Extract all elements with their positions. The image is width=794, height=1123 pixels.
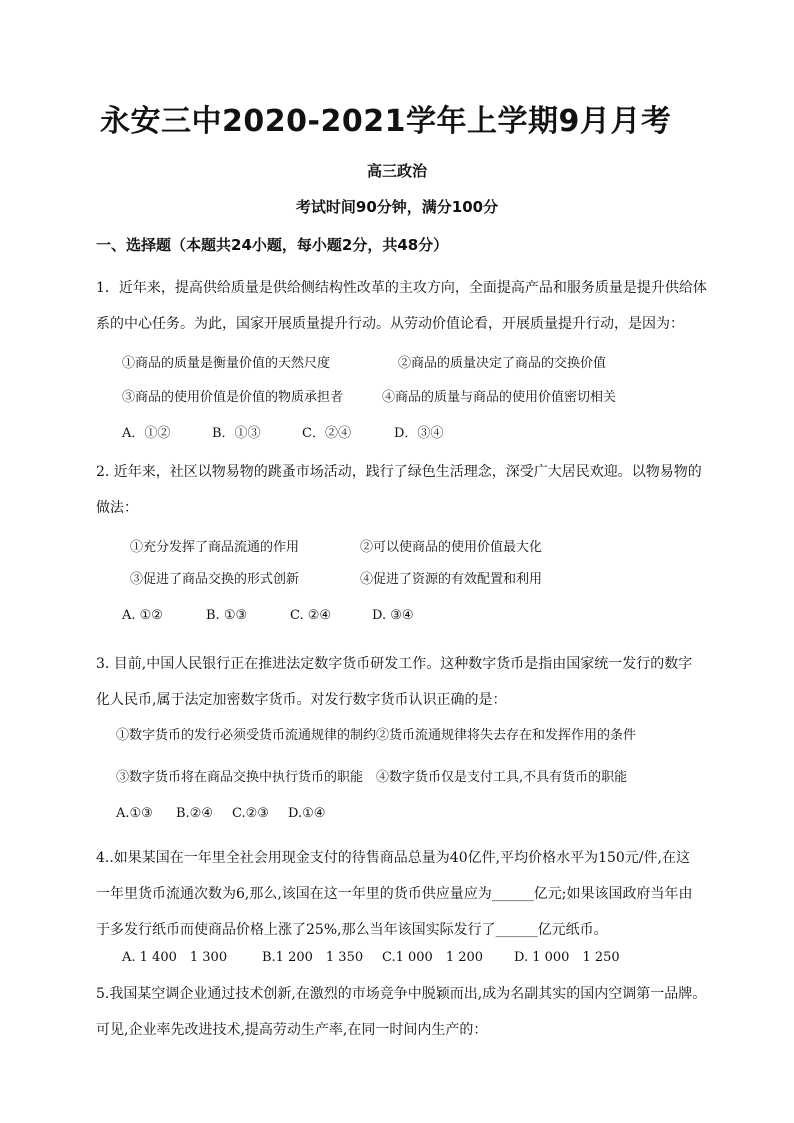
question-stem-line: 1．近年来，提高供给质量是供给侧结构性改革的主攻方向，全面提高产品和服务质量是提升供给体: [96, 280, 707, 296]
answer-choice: A. 1 400 1 300: [122, 950, 228, 965]
question-5-stem: [96, 976, 736, 1048]
question-2-stem: [96, 454, 716, 526]
answer-choice: C.1 000 1 200: [382, 950, 484, 965]
question-stem-line: 一年里货币流通次数为6,那么,该国在这一年里的货币供应量应为______亿元;如果该国政府当年由: [96, 886, 693, 902]
question-option: ②商品的质量决定了商品的交换价值: [398, 356, 607, 371]
question-stem-line: 于多发行纸币而使商品价格上涨了25%,那么当年该国实际发行了______亿元纸币。: [96, 922, 608, 938]
subject-title: 高三政治: [366, 162, 427, 180]
question-option: ④促进了资源的有效配置和利用: [360, 572, 543, 587]
answer-choice: D. ③④: [372, 608, 414, 623]
answer-choice: B．①③: [212, 426, 261, 441]
question-stem-line: 系的中心任务。为此，国家开展质量提升行动。从劳动价值论看，开展质量提升行动，是因为：: [96, 316, 684, 332]
question-option: ②可以使商品的使用价值最大化: [360, 540, 543, 555]
question-option: ③促进了商品交换的形式创新: [130, 572, 300, 587]
answer-choice: D.①④: [288, 806, 326, 821]
answer-choice: C.②③: [232, 806, 269, 821]
answer-choice: C. ②④: [290, 608, 332, 623]
question-stem-line: 3. 目前,中国人民银行正在推进法定数字货币研发工作。这种数字货币是指由国家统一发行的数字: [96, 656, 693, 672]
question-option: ①数字货币的发行必须受货币流通规律的制约②货币流通规律将失去存在和发挥作用的条件: [116, 728, 637, 743]
question-stem-line: 2. 近年来，社区以物易物的跳蚤市场活动，践行了绿色生活理念，深受广大居民欢迎。以物易物的: [96, 464, 702, 480]
answer-choice: B.1 200 1 350: [262, 950, 364, 965]
answer-choice: A. ①②: [122, 608, 163, 623]
exam-info: 考试时间90分钟，满分100分: [295, 198, 499, 216]
question-stem-line: 化人民币,属于法定加密数字货币。对发行数字货币认识正确的是：: [96, 692, 507, 708]
question-1-stem: [96, 270, 716, 342]
exam-title: 永安三中2020-2021学年上学期9月月考: [100, 104, 672, 139]
answer-choice: A.①③: [116, 806, 153, 821]
answer-choice: B. ①③: [206, 608, 248, 623]
question-option: ①充分发挥了商品流通的作用: [130, 540, 300, 555]
question-4-stem: [96, 840, 716, 948]
question-stem-line: 做法：: [96, 500, 138, 516]
question-option: ③商品的使用价值是价值的物质承担者: [122, 390, 344, 405]
answer-choice: D. 1 000 1 250: [514, 950, 620, 965]
answer-choice: B.②④: [176, 806, 213, 821]
question-3-stem: [96, 646, 716, 718]
question-stem-line: 5.我国某空调企业通过技术创新,在激烈的市场竞争中脱颖而出,成为名副其实的国内空调第一品牌。: [96, 986, 707, 1002]
answer-choice: D．③④: [394, 426, 444, 441]
question-stem-line: 可见,企业率先改进技术,提高劳动生产率,在同一时间内生产的：: [96, 1022, 488, 1038]
question-option: ④商品的质量与商品的使用价值密切相关: [382, 390, 617, 405]
question-stem-line: 4..如果某国在一年里全社会用现金支付的待售商品总量为40亿件,平均价格水平为150元/件,在这: [96, 850, 690, 866]
question-option: ①商品的质量是衡量价值的天然尺度: [122, 356, 331, 371]
section-heading: 一、选择题（本题共24小题，每小题2分，共48分）: [96, 236, 449, 254]
answer-choice: C．②④: [302, 426, 351, 441]
answer-choice: A．①②: [122, 426, 171, 441]
question-option: ③数字货币将在商品交换中执行货币的职能 ④数字货币仅是支付工具,不具有货币的职能: [116, 770, 628, 785]
